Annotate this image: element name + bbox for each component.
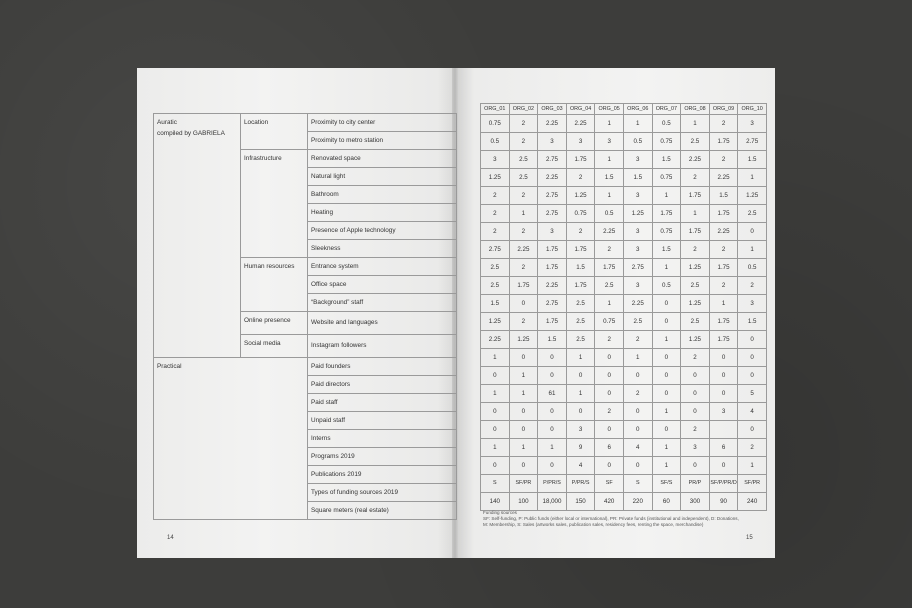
score-cell: 4 <box>566 457 595 475</box>
score-cell: 1 <box>509 385 538 403</box>
subgroup-cell: Online presence <box>241 312 308 335</box>
score-cell: 1 <box>566 385 595 403</box>
criterion-cell: Sleekness <box>308 240 457 258</box>
score-cell: 0 <box>509 403 538 421</box>
score-cell: 0 <box>709 385 738 403</box>
score-cell: 3 <box>623 277 652 295</box>
org-header: ORG_04 <box>566 104 595 115</box>
score-cell: 1 <box>595 295 624 313</box>
score-cell: 1.75 <box>538 259 567 277</box>
page-number-left: 14 <box>167 535 174 541</box>
score-row <box>481 241 767 259</box>
score-cell: 1.25 <box>623 205 652 223</box>
criterion-cell: Renovated space <box>308 150 457 168</box>
score-cell: 0 <box>681 367 710 385</box>
score-row <box>481 295 767 313</box>
group-label: Auratic <box>157 119 177 126</box>
score-cell: 2 <box>709 241 738 259</box>
score-cell: 3 <box>681 439 710 457</box>
score-row <box>481 439 767 457</box>
score-cell: 0 <box>652 367 681 385</box>
score-cell: 0 <box>738 223 767 241</box>
score-cell: 3 <box>709 403 738 421</box>
score-cell: 1.75 <box>709 331 738 349</box>
org-header: ORG_10 <box>738 104 767 115</box>
score-cell: 0 <box>738 349 767 367</box>
score-cell: 0.75 <box>566 205 595 223</box>
score-cell: 0.75 <box>652 133 681 151</box>
score-cell: 0 <box>709 349 738 367</box>
score-cell: 3 <box>481 151 510 169</box>
score-cell: 3 <box>623 241 652 259</box>
score-cell: 0 <box>681 385 710 403</box>
score-cell: 4 <box>738 403 767 421</box>
org-header: ORG_05 <box>595 104 624 115</box>
criterion-cell: Square meters (real estate) <box>308 502 457 520</box>
group-cell-auratic <box>154 114 241 358</box>
score-cell: 0 <box>481 367 510 385</box>
score-cell: 5 <box>738 385 767 403</box>
score-cell: 0 <box>481 403 510 421</box>
score-cell: 0 <box>538 403 567 421</box>
score-cell: 1.5 <box>709 187 738 205</box>
footnote-line: SF: Self-funding, P: Public funds (either local or international), PR: Private funds (institutional and independent), D: Donations, <box>483 516 739 521</box>
score-cell: 150 <box>566 493 595 511</box>
scores-table <box>480 103 767 511</box>
score-cell: 3 <box>738 115 767 133</box>
criterion-cell: Programs 2019 <box>308 448 457 466</box>
score-cell: 2.75 <box>623 259 652 277</box>
score-row <box>481 277 767 295</box>
score-cell: 1.75 <box>652 205 681 223</box>
score-cell: 0.5 <box>623 133 652 151</box>
score-cell: 1.5 <box>623 169 652 187</box>
score-cell: 2 <box>709 115 738 133</box>
score-cell: 2 <box>481 205 510 223</box>
score-cell: 2.75 <box>481 241 510 259</box>
footnote-line: M: Membership, S: Sales (artworks sales, publication sales, residency fees, renting the space, merchandise) <box>483 522 704 527</box>
score-cell: 1.25 <box>681 295 710 313</box>
score-cell: 2 <box>681 169 710 187</box>
score-cell: 0.5 <box>738 259 767 277</box>
score-cell: 0 <box>481 421 510 439</box>
score-cell: 2.5 <box>681 277 710 295</box>
page-number-right: 15 <box>746 535 753 541</box>
score-row <box>481 403 767 421</box>
score-cell: 0 <box>623 403 652 421</box>
score-cell: 2.5 <box>681 133 710 151</box>
subgroup-cell: Location <box>241 114 308 150</box>
score-cell: 1.5 <box>595 169 624 187</box>
score-cell: 1.75 <box>538 241 567 259</box>
score-cell: 1 <box>595 187 624 205</box>
score-cell: 2 <box>481 187 510 205</box>
score-cell: 1.75 <box>509 277 538 295</box>
score-cell: 2 <box>481 223 510 241</box>
score-cell: 1 <box>595 151 624 169</box>
score-cell: 2 <box>738 439 767 457</box>
score-cell: 0 <box>509 421 538 439</box>
score-cell: 2.25 <box>681 151 710 169</box>
score-cell: 1 <box>509 439 538 457</box>
score-cell: 2.25 <box>538 277 567 295</box>
score-cell: P/PR/S <box>538 475 567 493</box>
score-cell: 90 <box>709 493 738 511</box>
score-cell: 0 <box>509 295 538 313</box>
score-row <box>481 367 767 385</box>
score-cell: 2.75 <box>538 205 567 223</box>
org-header: ORG_06 <box>623 104 652 115</box>
score-cell: 1.75 <box>566 151 595 169</box>
score-cell: 2.25 <box>538 115 567 133</box>
score-cell: 0 <box>538 457 567 475</box>
score-cell: 2 <box>509 133 538 151</box>
score-row <box>481 349 767 367</box>
score-cell: 1 <box>481 385 510 403</box>
score-cell: 2 <box>595 331 624 349</box>
score-cell: SF/PR <box>509 475 538 493</box>
header-row <box>481 104 767 115</box>
score-cell: 0.75 <box>481 115 510 133</box>
score-cell: 1.75 <box>538 313 567 331</box>
score-cell: 2.75 <box>538 151 567 169</box>
score-cell: 3 <box>623 151 652 169</box>
score-cell: S <box>623 475 652 493</box>
score-cell: S <box>481 475 510 493</box>
score-cell: 1.75 <box>566 241 595 259</box>
score-cell: 0 <box>652 385 681 403</box>
score-row <box>481 457 767 475</box>
funding-footnote <box>483 510 768 528</box>
score-cell: 1.25 <box>509 331 538 349</box>
score-cell: 2.5 <box>595 277 624 295</box>
score-row <box>481 259 767 277</box>
score-cell: 3 <box>538 133 567 151</box>
criterion-cell: Website and languages <box>308 312 457 335</box>
score-cell: 2 <box>509 115 538 133</box>
group-cell-practical: Practical <box>154 358 308 520</box>
score-cell: 3 <box>538 223 567 241</box>
score-cell: 3 <box>566 133 595 151</box>
score-cell: 1.5 <box>481 295 510 313</box>
score-cell: 1.75 <box>709 205 738 223</box>
criterion-cell: Proximity to city center <box>308 114 457 132</box>
score-cell: 0 <box>652 349 681 367</box>
score-cell: SF/PR <box>738 475 767 493</box>
criterion-cell: Office space <box>308 276 457 294</box>
score-cell: 2.5 <box>566 313 595 331</box>
score-cell: 1 <box>566 349 595 367</box>
score-cell: 1 <box>681 205 710 223</box>
score-cell: 1.25 <box>481 169 510 187</box>
score-row <box>481 187 767 205</box>
score-cell: 0 <box>509 349 538 367</box>
score-cell: 1.75 <box>595 259 624 277</box>
score-cell: 220 <box>623 493 652 511</box>
score-cell: 2.5 <box>509 169 538 187</box>
score-cell: 0 <box>566 403 595 421</box>
score-cell: 1.25 <box>481 313 510 331</box>
score-cell: 2 <box>509 223 538 241</box>
score-cell: 1 <box>652 439 681 457</box>
score-cell: 2.25 <box>623 295 652 313</box>
score-cell: 1 <box>509 367 538 385</box>
score-cell: 0 <box>595 385 624 403</box>
score-cell: 1 <box>738 169 767 187</box>
score-cell: 0.5 <box>652 277 681 295</box>
score-cell: 3 <box>738 295 767 313</box>
score-cell: 9 <box>566 439 595 457</box>
subgroup-cell: Social media <box>241 335 308 358</box>
criterion-cell: “Background” staff <box>308 294 457 312</box>
score-cell: 1.75 <box>709 133 738 151</box>
criterion-cell: Entrance system <box>308 258 457 276</box>
score-cell: 300 <box>681 493 710 511</box>
score-cell: 1 <box>623 115 652 133</box>
org-header: ORG_03 <box>538 104 567 115</box>
criterion-cell: Instagram followers <box>308 335 457 358</box>
score-cell: 240 <box>738 493 767 511</box>
score-cell: 0 <box>623 367 652 385</box>
score-cell: 1.25 <box>738 187 767 205</box>
score-cell: 2.5 <box>481 277 510 295</box>
score-row <box>481 493 767 511</box>
criteria-table <box>153 113 457 520</box>
score-cell: 2 <box>566 223 595 241</box>
score-cell: 1.5 <box>566 259 595 277</box>
score-cell: 0 <box>509 457 538 475</box>
score-row <box>481 133 767 151</box>
score-cell: 1.5 <box>738 313 767 331</box>
score-cell: 2.75 <box>538 187 567 205</box>
score-cell: 0 <box>623 457 652 475</box>
score-cell: 1 <box>652 259 681 277</box>
score-cell: 0 <box>538 349 567 367</box>
score-row <box>481 223 767 241</box>
score-cell: 6 <box>595 439 624 457</box>
score-cell: 0 <box>709 457 738 475</box>
score-row <box>481 205 767 223</box>
score-cell: 2 <box>566 169 595 187</box>
score-cell: 0.75 <box>652 169 681 187</box>
score-cell: 1 <box>623 349 652 367</box>
criteria-row <box>154 114 457 132</box>
score-cell: 1.25 <box>681 331 710 349</box>
score-cell: 0 <box>623 421 652 439</box>
score-cell: 1.5 <box>652 241 681 259</box>
score-cell <box>709 421 738 439</box>
score-cell: 0.5 <box>595 205 624 223</box>
criterion-cell: Publications 2019 <box>308 466 457 484</box>
score-cell: 2.25 <box>481 331 510 349</box>
score-row <box>481 421 767 439</box>
score-cell: 0 <box>595 421 624 439</box>
score-cell: 1.75 <box>709 313 738 331</box>
group-note: compiled by GABRIELA <box>157 130 225 137</box>
score-cell: 2 <box>595 403 624 421</box>
criterion-cell: Proximity to metro station <box>308 132 457 150</box>
score-cell: 1.75 <box>681 187 710 205</box>
score-cell: 0.75 <box>652 223 681 241</box>
score-cell: 2.5 <box>509 151 538 169</box>
score-cell: 2 <box>681 349 710 367</box>
score-cell: 0 <box>595 457 624 475</box>
score-cell: 0 <box>595 349 624 367</box>
score-cell: 2.5 <box>481 259 510 277</box>
score-cell: 2 <box>709 277 738 295</box>
score-cell: 2.25 <box>595 223 624 241</box>
score-cell: 1 <box>595 115 624 133</box>
score-cell: SF/S <box>652 475 681 493</box>
score-cell: 2.5 <box>738 205 767 223</box>
score-row <box>481 313 767 331</box>
score-cell: 2.5 <box>681 313 710 331</box>
score-cell: 2 <box>681 421 710 439</box>
score-cell: 3 <box>623 187 652 205</box>
criterion-cell: Paid directors <box>308 376 457 394</box>
score-cell: 2 <box>509 313 538 331</box>
criterion-cell: Paid staff <box>308 394 457 412</box>
score-row <box>481 169 767 187</box>
score-cell: 18,000 <box>538 493 567 511</box>
score-cell: PR/P <box>681 475 710 493</box>
score-cell: 0 <box>652 295 681 313</box>
criterion-cell: Heating <box>308 204 457 222</box>
score-cell: 2.75 <box>738 133 767 151</box>
subgroup-cell: Human resources <box>241 258 308 312</box>
score-cell: SF/P/PR/D <box>709 475 738 493</box>
criterion-cell: Unpaid staff <box>308 412 457 430</box>
score-cell: 0 <box>681 457 710 475</box>
score-cell: 2.75 <box>538 295 567 313</box>
score-cell: 1 <box>481 439 510 457</box>
score-cell: 2.25 <box>709 169 738 187</box>
score-cell: 0 <box>566 367 595 385</box>
score-cell: 0 <box>538 367 567 385</box>
score-cell: 0 <box>681 403 710 421</box>
score-cell: 1.75 <box>566 277 595 295</box>
score-cell: 0 <box>709 367 738 385</box>
score-cell: 2.5 <box>566 295 595 313</box>
score-cell: 0 <box>652 313 681 331</box>
org-header: ORG_07 <box>652 104 681 115</box>
score-cell: 2 <box>681 241 710 259</box>
score-cell: 1.5 <box>738 151 767 169</box>
score-cell: 6 <box>709 439 738 457</box>
criteria-row <box>154 358 457 376</box>
score-cell: 420 <box>595 493 624 511</box>
score-cell: 2.25 <box>709 223 738 241</box>
score-cell: 1 <box>652 187 681 205</box>
score-cell: 1.75 <box>709 259 738 277</box>
score-cell: 1 <box>652 331 681 349</box>
score-cell: 1 <box>652 403 681 421</box>
score-cell: 2 <box>595 241 624 259</box>
score-cell: 0.5 <box>652 115 681 133</box>
score-cell: 0 <box>481 457 510 475</box>
score-cell: 2 <box>738 277 767 295</box>
score-cell: 1 <box>738 241 767 259</box>
score-cell: 0 <box>595 367 624 385</box>
score-cell: 1.5 <box>652 151 681 169</box>
org-header: ORG_01 <box>481 104 510 115</box>
criterion-cell: Bathroom <box>308 186 457 204</box>
score-cell: 1 <box>481 349 510 367</box>
score-cell: 2.25 <box>538 169 567 187</box>
score-cell: 2 <box>509 259 538 277</box>
score-cell: 0 <box>738 421 767 439</box>
score-cell: 1 <box>509 205 538 223</box>
score-cell: 1 <box>652 457 681 475</box>
criterion-cell: Interns <box>308 430 457 448</box>
score-cell: 1 <box>738 457 767 475</box>
org-header: ORG_09 <box>709 104 738 115</box>
score-cell: 2.25 <box>509 241 538 259</box>
score-cell: 0.75 <box>595 313 624 331</box>
score-row <box>481 115 767 133</box>
org-header: ORG_02 <box>509 104 538 115</box>
score-cell: 3 <box>566 421 595 439</box>
score-cell: 1.75 <box>681 223 710 241</box>
score-row <box>481 385 767 403</box>
score-cell: 2 <box>709 151 738 169</box>
score-row <box>481 475 767 493</box>
score-cell: 1.5 <box>538 331 567 349</box>
score-row <box>481 331 767 349</box>
score-cell: 3 <box>595 133 624 151</box>
score-cell: 2.5 <box>566 331 595 349</box>
criterion-cell: Natural light <box>308 168 457 186</box>
score-cell: 1.25 <box>681 259 710 277</box>
score-cell: 2 <box>509 187 538 205</box>
footnote-title: Funding sources <box>483 510 517 515</box>
score-cell: P/PR/S <box>566 475 595 493</box>
score-row <box>481 151 767 169</box>
score-cell: 1 <box>681 115 710 133</box>
score-cell: 60 <box>652 493 681 511</box>
criterion-cell: Presence of Apple technology <box>308 222 457 240</box>
subgroup-cell: Infrastructure <box>241 150 308 258</box>
score-cell: 0 <box>738 331 767 349</box>
score-cell: 0 <box>652 421 681 439</box>
score-cell: 100 <box>509 493 538 511</box>
score-cell: 61 <box>538 385 567 403</box>
score-cell: 2.25 <box>566 115 595 133</box>
score-cell: 3 <box>623 223 652 241</box>
score-cell: 0 <box>538 421 567 439</box>
score-cell: 2 <box>623 385 652 403</box>
score-cell: 140 <box>481 493 510 511</box>
score-cell: 1.25 <box>566 187 595 205</box>
org-header: ORG_08 <box>681 104 710 115</box>
score-cell: 2 <box>623 331 652 349</box>
criterion-cell: Types of funding sources 2019 <box>308 484 457 502</box>
score-cell: 0.5 <box>481 133 510 151</box>
criterion-cell: Paid founders <box>308 358 457 376</box>
score-cell: 1 <box>709 295 738 313</box>
score-cell: 4 <box>623 439 652 457</box>
score-cell: SF <box>595 475 624 493</box>
score-cell: 1 <box>538 439 567 457</box>
score-cell: 0 <box>738 367 767 385</box>
score-cell: 2.5 <box>623 313 652 331</box>
